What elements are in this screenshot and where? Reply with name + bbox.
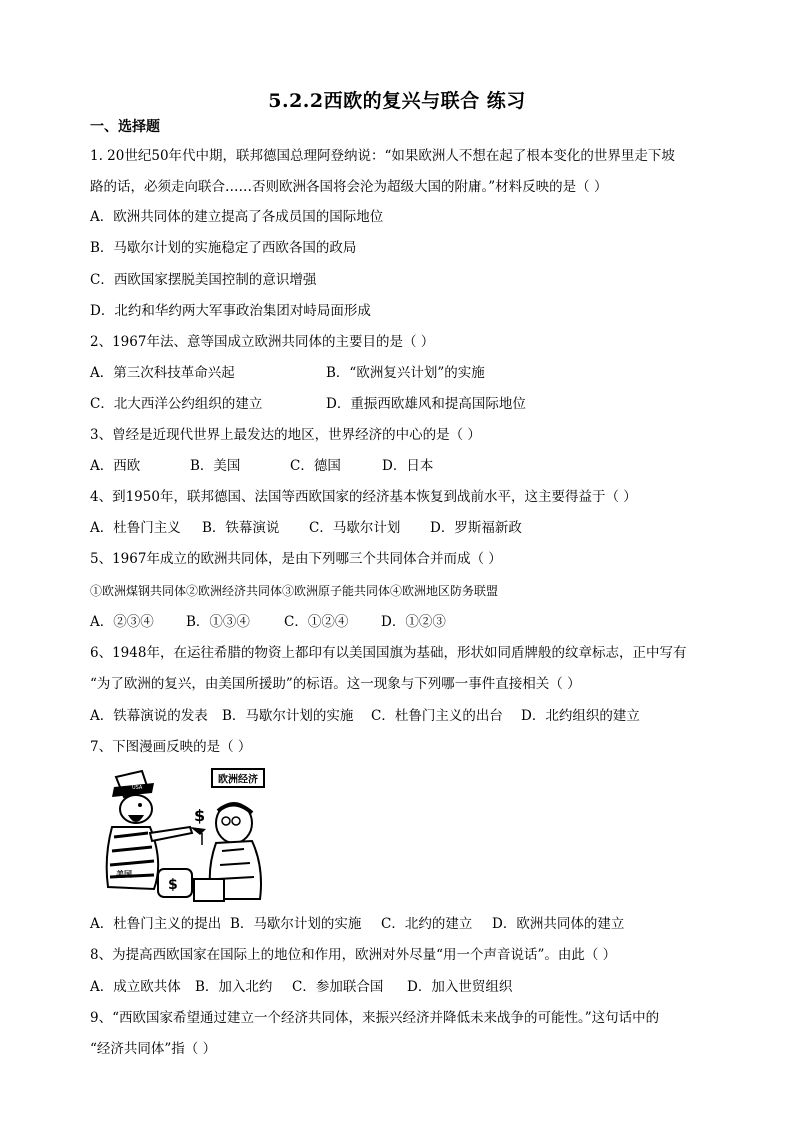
eye — [138, 803, 142, 807]
q7-option-b: B．马歇尔计划的实施 — [230, 916, 362, 932]
cartoon-sign-text: 欧洲经济 — [218, 774, 258, 786]
q1-option-d: D．北约和华约两大军事政治集团对峙局面形成 — [90, 303, 371, 319]
q3-option-c: C．德国 — [290, 458, 341, 474]
q2-option-b: B．“欧洲复兴计划”的实施 — [326, 365, 485, 381]
q7-stem: 7、下图漫画反映的是（ ） — [90, 739, 252, 755]
q2-option-a: A．第三次科技革命兴起 — [90, 365, 235, 381]
q1-option-b: B．马歇尔计划的实施稳定了西欧各国的政局 — [90, 240, 357, 256]
q6-stem-line1: 6、1948年，在运往希腊的物资上都印有以美国国旗为基础，形状如同盾牌般的纹章标志，正中写有 — [90, 645, 687, 661]
q4-option-c: C．马歇尔计划 — [309, 520, 401, 536]
q5-option-c: C．①②④ — [284, 614, 349, 630]
usa-label: 美国 — [116, 870, 132, 879]
q9-stem-line1: 9、“西欧国家希望通过建立一个经济共同体，来振兴经济并降低未来战争的可能性。”这句话中的 — [90, 1010, 660, 1026]
q6-option-b: B．马歇尔计划的实施 — [222, 708, 354, 724]
q8-option-a: A．成立欧共体 — [90, 979, 181, 995]
q2-option-d: D．重振西欧雄风和提高国际地位 — [326, 396, 526, 412]
q1-stem-line2: 路的话，必须走向联合……否则欧洲各国将会沦为超级大国的附庸。”材料反映的是（ ） — [90, 179, 608, 195]
page-title: 5.2.2西欧的复兴与联合 练习 — [268, 90, 526, 112]
q5-option-d: D．①②③ — [381, 614, 446, 630]
q3-stem: 3、曾经是近现代世界上最发达的地区，世界经济的中心的是（ ） — [90, 427, 481, 443]
q5-items: ①欧洲煤钢共同体②欧洲经济共同体③欧洲原子能共同体④欧洲地区防务联盟 — [90, 584, 499, 598]
section-heading: 一、选择题 — [90, 119, 160, 135]
desk — [194, 879, 224, 901]
q2-options-row2 — [90, 394, 526, 414]
q1-option-a: A．欧洲共同体的建立提高了各成员国的国际地位 — [90, 209, 384, 225]
q3-option-d: D．日本 — [382, 458, 434, 474]
q6-option-c: C．杜鲁门主义的出台 — [371, 708, 503, 724]
q7-option-c: C．北约的建立 — [381, 916, 473, 932]
q3-option-a: A．西欧 — [90, 458, 141, 474]
q6-option-d: D．北约组织的建立 — [521, 708, 640, 724]
outstretched-arm — [150, 827, 192, 841]
q3-option-b: B．美国 — [190, 458, 241, 474]
q8-options — [90, 977, 512, 997]
q7-option-a: A．杜鲁门主义的提出 — [90, 916, 222, 932]
q1-option-c: C．西欧国家摆脱美国控制的意识增强 — [90, 272, 317, 288]
cartoon-illustration — [94, 767, 266, 905]
q5-stem: 5、1967年成立的欧洲共同体，是由下列哪三个共同体合并而成（ ） — [90, 551, 502, 567]
q9-stem-line2: “经济共同体”指（ ） — [90, 1041, 217, 1057]
q4-stem: 4、到1950年，联邦德国、法国等西欧国家的经济基本恢复到战前水平，这主要得益于（ ） — [90, 489, 637, 505]
q6-option-a: A．铁幕演说的发表 — [90, 708, 208, 724]
q4-options — [90, 518, 522, 538]
q8-stem: 8、为提高西欧国家在国际上的地位和作用，欧洲对外尽量“用一个声音说话”。由此（ ） — [90, 947, 617, 963]
q5-options — [90, 612, 446, 632]
money-bag-dollar: $ — [168, 877, 178, 893]
q5-option-b: B．①③④ — [186, 614, 250, 630]
q2-stem: 2、1967年法、意等国成立欧洲共同体的主要目的是（ ） — [90, 334, 435, 350]
q5-option-a: A．②③④ — [90, 614, 154, 630]
q4-option-a: A．杜鲁门主义 — [90, 520, 181, 536]
q4-option-b: B．铁幕演说 — [202, 520, 280, 536]
q4-option-d: D．罗斯福新政 — [430, 520, 522, 536]
dollar-sign: $ — [194, 806, 206, 825]
q8-option-c: C．参加联合国 — [292, 979, 384, 995]
q6-options — [90, 706, 640, 726]
q7-options — [90, 914, 624, 934]
q8-option-b: B．加入北约 — [195, 979, 273, 995]
q1-stem-line1: 1. 20世纪50年代中期，联邦德国总理阿登纳说：“如果欧洲人不想在起了根本变化的世界里走下坡 — [90, 148, 675, 164]
q2-options-row1 — [90, 363, 485, 383]
q2-option-c: C．北大西洋公约组织的建立 — [90, 396, 263, 412]
q3-options — [90, 456, 433, 476]
q8-option-d: D．加入世贸组织 — [407, 979, 513, 995]
q6-stem-line2: “为了欧洲的复兴，由美国所援助”的标语。这一现象与下列哪一事件直接相关（ ） — [90, 676, 581, 692]
q7-option-d: D．欧洲共同体的建立 — [492, 916, 625, 932]
hat-label: USA — [132, 785, 143, 791]
